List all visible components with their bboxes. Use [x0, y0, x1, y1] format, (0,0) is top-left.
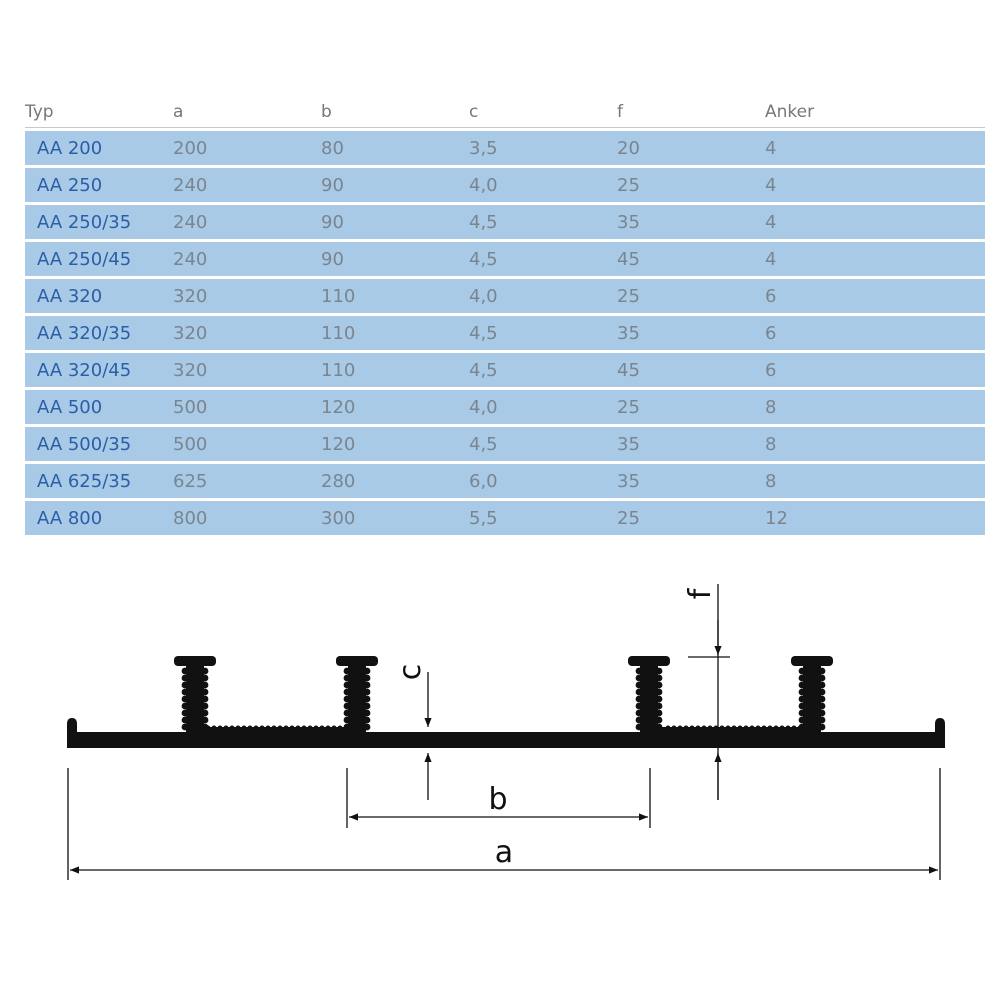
- cell-f: 25: [617, 501, 765, 535]
- cell-typ: AA 320: [25, 279, 173, 313]
- dimension-c: [393, 664, 428, 800]
- cell-f: 20: [617, 131, 765, 165]
- cell-anker: 4: [765, 242, 985, 276]
- table-row: [25, 316, 985, 350]
- cell-b: 110: [321, 353, 469, 387]
- cell-f: 25: [617, 279, 765, 313]
- cell-b: 90: [321, 168, 469, 202]
- dimensions-table-container: [25, 92, 985, 538]
- cell-c: 6,0: [469, 464, 617, 498]
- rib-band-left: [195, 726, 355, 734]
- dimension-b: [347, 768, 650, 828]
- cell-a: 800: [173, 501, 321, 535]
- cell-a: 200: [173, 131, 321, 165]
- cell-anker: 6: [765, 353, 985, 387]
- cell-f: 35: [617, 464, 765, 498]
- cell-b: 80: [321, 131, 469, 165]
- cell-a: 500: [173, 427, 321, 461]
- rib-band-right: [655, 726, 815, 734]
- cell-anker: 8: [765, 390, 985, 424]
- table-row: [25, 427, 985, 461]
- header-anker: Anker: [765, 92, 985, 128]
- table-row: [25, 168, 985, 202]
- header-f: f: [617, 92, 765, 128]
- cell-a: 320: [173, 353, 321, 387]
- cell-a: 500: [173, 390, 321, 424]
- table-row: [25, 205, 985, 239]
- cell-b: 280: [321, 464, 469, 498]
- cell-c: 4,0: [469, 279, 617, 313]
- cell-f: 25: [617, 390, 765, 424]
- table-body: [25, 131, 985, 535]
- cell-typ: AA 200: [25, 131, 173, 165]
- header-b: b: [321, 92, 469, 128]
- anchor-rib-1: [174, 656, 216, 734]
- dimension-f: [683, 584, 730, 800]
- cell-typ: AA 250: [25, 168, 173, 202]
- cell-b: 90: [321, 242, 469, 276]
- label-f: f: [683, 588, 718, 600]
- anchor-rib-3: [628, 656, 670, 734]
- cell-typ: AA 320/45: [25, 353, 173, 387]
- cell-c: 3,5: [469, 131, 617, 165]
- cell-f: 45: [617, 242, 765, 276]
- cell-typ: AA 250/35: [25, 205, 173, 239]
- label-c: c: [393, 663, 428, 681]
- table-row: [25, 131, 985, 165]
- cell-c: 4,5: [469, 427, 617, 461]
- table-row: [25, 390, 985, 424]
- cell-f: 35: [617, 316, 765, 350]
- anchor-rib-2: [336, 656, 378, 734]
- label-b: b: [488, 782, 508, 817]
- header-a: a: [173, 92, 321, 128]
- label-a: a: [494, 835, 514, 870]
- table-row: [25, 279, 985, 313]
- header-typ: Typ: [25, 92, 173, 128]
- cell-c: 4,5: [469, 353, 617, 387]
- cell-b: 110: [321, 279, 469, 313]
- cell-b: 90: [321, 205, 469, 239]
- cell-a: 625: [173, 464, 321, 498]
- cell-typ: AA 250/45: [25, 242, 173, 276]
- cell-a: 240: [173, 205, 321, 239]
- cell-anker: 8: [765, 464, 985, 498]
- table-row: [25, 242, 985, 276]
- cell-typ: AA 320/35: [25, 316, 173, 350]
- cell-f: 35: [617, 427, 765, 461]
- cell-c: 4,5: [469, 316, 617, 350]
- table-row: [25, 464, 985, 498]
- cell-anker: 4: [765, 168, 985, 202]
- cell-a: 240: [173, 168, 321, 202]
- cell-c: 4,0: [469, 168, 617, 202]
- profile-cross-section-diagram: [0, 560, 1000, 1000]
- anchor-rib-4: [791, 656, 833, 734]
- header-c: c: [469, 92, 617, 128]
- table-row: [25, 501, 985, 535]
- cell-anker: 4: [765, 131, 985, 165]
- cell-f: 45: [617, 353, 765, 387]
- cell-typ: AA 625/35: [25, 464, 173, 498]
- cell-c: 4,5: [469, 205, 617, 239]
- cell-anker: 4: [765, 205, 985, 239]
- cell-a: 240: [173, 242, 321, 276]
- cell-b: 120: [321, 390, 469, 424]
- cell-anker: 12: [765, 501, 985, 535]
- cell-b: 110: [321, 316, 469, 350]
- cell-typ: AA 800: [25, 501, 173, 535]
- cell-c: 4,0: [469, 390, 617, 424]
- cell-b: 300: [321, 501, 469, 535]
- cell-c: 4,5: [469, 242, 617, 276]
- dimensions-table: [25, 89, 985, 538]
- table-row: [25, 353, 985, 387]
- cell-typ: AA 500/35: [25, 427, 173, 461]
- cell-anker: 6: [765, 279, 985, 313]
- cell-f: 35: [617, 205, 765, 239]
- table-header-row: [25, 92, 985, 128]
- cell-f: 25: [617, 168, 765, 202]
- cell-anker: 8: [765, 427, 985, 461]
- cell-c: 5,5: [469, 501, 617, 535]
- cell-typ: AA 500: [25, 390, 173, 424]
- cell-a: 320: [173, 279, 321, 313]
- cell-anker: 6: [765, 316, 985, 350]
- cell-b: 120: [321, 427, 469, 461]
- cell-a: 320: [173, 316, 321, 350]
